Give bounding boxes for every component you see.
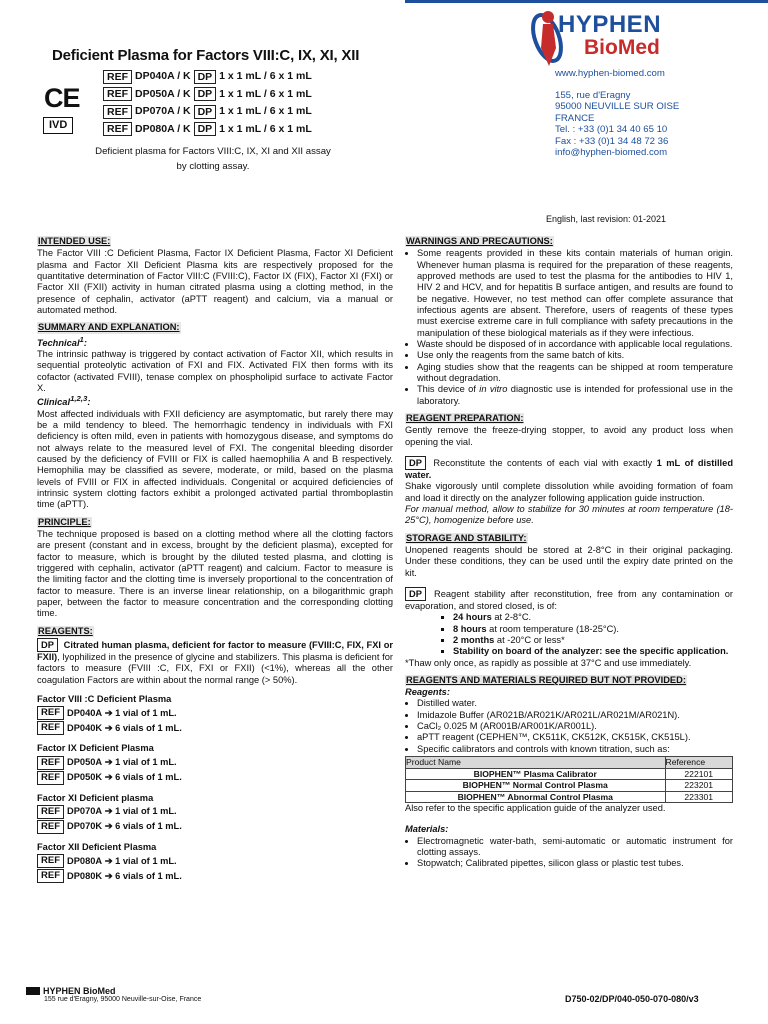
ref-box: REF xyxy=(103,122,132,136)
section-heading: SUMMARY AND EXPLANATION: xyxy=(38,322,180,333)
warnings-list xyxy=(405,248,733,407)
product-row: REF DP070K ➔ 6 vials of 1 mL. xyxy=(37,820,393,834)
table-row xyxy=(406,780,733,791)
materials-list xyxy=(405,836,733,870)
list-item: • Specific calibrators and controls with known titration, such as: xyxy=(417,744,733,755)
reagent-description: DP Citrated human plasma, deficient for factor to measure (FVIII:C, FIX, FXI or FXII), lyophilized in the presence of glycine and stabilizers. This plasma is deficient for factors to measure (FVIII :C, FIX, FXI or FXII) (<1%), whereas all the other coagulation Factors are within about the normal range (> 50%). xyxy=(37,640,394,685)
list-item: ▪ 24 hours at 2-8°C. xyxy=(453,612,733,623)
arrow-icon: ➔ xyxy=(104,806,113,817)
list-item: • Electromagnetic water-bath, semi-automatic or automatic instrument for clotting assays. xyxy=(417,836,733,859)
dp-box: DP xyxy=(194,122,217,136)
section-heading: REAGENT PREPARATION: xyxy=(406,412,524,423)
storage-section xyxy=(405,533,733,669)
list-item: • Stopwatch; Calibrated pipettes, silicon glass or plastic test tubes. xyxy=(417,858,733,869)
ref-code: DP040A / K xyxy=(135,70,191,83)
table-cell: BIOPHEN™ Abnormal Control Plasma xyxy=(406,791,666,802)
table-header-row xyxy=(406,757,733,768)
ref-code: DP050A / K xyxy=(135,87,191,100)
product-row: REF DP080A ➔ 1 vial of 1 mL. xyxy=(37,854,393,868)
product-description: Deficient plasma for Factors VIII:C, IX, XI and XII assay by clotting assay. xyxy=(95,146,331,172)
intended-use-text: The Factor VIII :C Deficient Plasma, Factor IX Deficient Plasma, Factor XI Deficient plasma and Factor XII Deficient Plasma kits are respectively proposed for the quantitative determination of Factor VIII:C (FVIII:C), Factor IX (FIX), Factor XI (FXI) or Factor XII (FXII) activity in human citrated plasma using a clotting method, in the presence of cephalin, activator (aPTT reagent) and calcium, via a manual or automated method. xyxy=(37,248,393,315)
storage-note: *Thaw only once, as rapidly as possible at 37°C and use immediately. xyxy=(405,657,692,668)
principle-text: The technique proposed is based on a clotting method where all the clotting factors are present (constant and in excess, brought by the deficient plasma), excepted for factor to measure, which is brought by the diluted tested plasma, and clotting is triggered with cephalin, activator (aPTT reagent) and calcium. Factor to measure is the limiting factor and the clotting time is inversely proportional to the concentration of factor to measure. There is an inverse linear relationship, on a bilogarithmic graph paper, between the factor to measure concentration and the corresponding clotting time. xyxy=(37,529,393,619)
ref-box: REF xyxy=(103,105,132,119)
right-column xyxy=(405,236,733,876)
footer-company: HYPHEN BioMed xyxy=(26,986,116,997)
ref-size: 1 x 1 mL / 6 x 1 mL xyxy=(219,105,312,118)
address-line: 155, rue d'Eragny xyxy=(555,89,631,101)
fax: Fax : +33 (0)1 34 48 72 36 xyxy=(555,135,669,147)
reagents-section xyxy=(37,626,393,884)
subheading-technical: Technical$^1$: xyxy=(37,334,87,348)
storage-text: Unopened reagents should be stored at 2-8°C in their original packaging. Under these conditions, they can be used until the expiry date printed on the kit. xyxy=(405,544,733,578)
prep-reconstitute: DP Reconstitute the contents of each vial with exactly 1 mL of distilled water. xyxy=(405,457,733,480)
document-title: Deficient Plasma for Factors VIII:C, IX, XI, XII xyxy=(52,47,360,64)
product-row: REF DP050K ➔ 6 vials of 1 mL. xyxy=(37,771,393,785)
arrow-icon: ➔ xyxy=(104,821,113,832)
ref-code: DP070A / K xyxy=(135,105,191,118)
website-link[interactable]: www.hyphen-biomed.com xyxy=(555,68,665,79)
table-cell: BIOPHEN™ Plasma Calibrator xyxy=(406,768,666,779)
stability-list xyxy=(405,612,733,657)
list-item: • Aging studies show that the reagents can be shipped at room temperature without degradation. xyxy=(417,362,733,385)
summary-section xyxy=(37,322,393,510)
reference-list xyxy=(103,68,312,138)
section-heading: REAGENTS AND MATERIALS REQUIRED BUT NOT PROVIDED: xyxy=(406,674,686,685)
clinical-text: Most affected individuals with FXII deficiency are asymptomatic, but rarely there may be a mild tendency to bleed. The hemorrhagic tendency in individuals with FXI deficiency is often mild, even in patients with homozygous disease, and symptoms do not always relate to the measured level of FXI. The congenital bleeding disorder caused by the deficiency of FVIII or FIX is called haemophilia A and B respectively. Hemophilia may be classified as severe, moderate, or mild, based on the plasma levels of FVIII or FIX in affected individuals. Congenital or acquired deficiencies of intrinsic system clotting factors exhibit a prolonged activated partial thromboplastin time (aPTT). xyxy=(37,408,393,510)
list-item: ▪ 8 hours at room temperature (18-25°C). xyxy=(453,624,733,635)
ref-code: DP080A / K xyxy=(135,122,191,135)
table-header: Reference xyxy=(665,757,732,768)
calibrators-table xyxy=(405,756,733,803)
ce-mark: CE xyxy=(44,83,80,113)
product-name: Factor IX Deficient Plasma xyxy=(37,743,154,754)
subheading-clinical: Clinical$^{1,2,3}$: xyxy=(37,394,91,408)
ref-size: 1 x 1 mL / 6 x 1 mL xyxy=(219,87,312,100)
email-link[interactable]: info@hyphen-biomed.com xyxy=(555,147,668,158)
list-item: • Imidazole Buffer (AR021B/AR021K/AR021L/AR021M/AR021N). xyxy=(417,710,733,721)
list-item: • Waste should be disposed of in accordance with applicable local regulations. xyxy=(417,339,733,350)
section-heading: REAGENTS: xyxy=(38,625,93,636)
table-cell: 223201 xyxy=(665,780,732,791)
materials-also: Also refer to the specific application guide of the analyzer used. xyxy=(405,803,666,814)
list-item: • Some reagents provided in these kits contain materials of human origin. Whenever human plasma is required for the preparation of these reagents, approved methods are used to test the plasma for the antibodies to HIV 1, HIV 2 and HCV, and for hepatitis B surface antigen, and results are found to be negative. However, no test method can offer complete assurance that infectious agents are absent. Therefore, users of reagents of these types must exercise extreme care in full compliance with safety precautions in the manipulation of these biological materials as if they were infectious. xyxy=(417,248,733,339)
ref-box: REF xyxy=(103,70,132,84)
product-row: REF DP040K ➔ 6 vials of 1 mL. xyxy=(37,721,393,735)
table-cell: 222101 xyxy=(665,768,732,779)
ref-box: REF xyxy=(103,87,132,101)
arrow-icon: ➔ xyxy=(104,771,113,782)
table-header: Product Name xyxy=(406,757,666,768)
section-heading: WARNINGS AND PRECAUTIONS: xyxy=(406,236,553,246)
address-line: FRANCE xyxy=(555,112,595,124)
prep-text: Gently remove the freeze-drying stopper, to avoid any product loss when opening the vial. xyxy=(405,425,733,447)
product-row: REF DP070A ➔ 1 vial of 1 mL. xyxy=(37,805,393,819)
brand-name-primary: HYPHEN xyxy=(558,11,662,38)
warnings-section xyxy=(405,236,733,407)
product-name: Factor XII Deficient Plasma xyxy=(37,841,157,852)
reference-row xyxy=(103,103,312,121)
product-name: Factor XI Deficient plasma xyxy=(37,792,154,803)
subheading-materials: Materials: xyxy=(405,824,449,835)
ref-size: 1 x 1 mL / 6 x 1 mL xyxy=(219,122,312,135)
revision-note: English, last revision: 01-2021 xyxy=(546,214,667,224)
materials-section xyxy=(405,675,733,870)
footer-address: 155 rue d'Eragny, 95000 Neuville-sur-Oise, France xyxy=(44,996,202,1003)
prep-text: Shake vigorously until complete dissolution while avoiding formation of foam and load it directly on the analyzer following application guide instruction. xyxy=(405,481,733,503)
storage-stability: DP Reagent stability after reconstitution, free from any contamination or evaporation, and stored closed, is of: xyxy=(405,588,733,611)
document-code: D750-02/DP/040-050-070-080/v3 xyxy=(565,994,699,1004)
address-line: 95000 NEUVILLE SUR OISE xyxy=(555,101,680,112)
contact-block xyxy=(555,68,679,159)
dp-box: DP xyxy=(194,70,217,84)
intended-use-section xyxy=(37,236,393,316)
arrow-icon: ➔ xyxy=(104,756,113,767)
arrow-icon: ➔ xyxy=(104,707,113,718)
product-name: Factor VIII :C Deficient Plasma xyxy=(37,694,172,704)
table-row xyxy=(406,791,733,802)
preparation-section xyxy=(405,413,733,527)
arrow-icon: ➔ xyxy=(104,870,113,881)
list-item: ▪ Stability on board of the analyzer: see the specific application. xyxy=(453,646,733,657)
dp-box: DP xyxy=(194,105,217,119)
list-item: ▪ 2 months at -20°C or less* xyxy=(453,635,733,646)
factory-icon xyxy=(26,987,40,995)
subheading-reagents: Reagents: xyxy=(405,687,450,698)
list-item: • Use only the reagents from the same batch of kits. xyxy=(417,350,733,361)
principle-section xyxy=(37,517,393,620)
section-heading: PRINCIPLE: xyxy=(38,516,91,527)
phone: Tel. : +33 (0)1 34 40 65 10 xyxy=(555,124,668,135)
top-accent-line xyxy=(405,0,768,3)
table-cell: BIOPHEN™ Normal Control Plasma xyxy=(406,780,666,791)
prep-manual-note: For manual method, allow to stabilize for 30 minutes at room temperature (18-25°C), homogenize before use. xyxy=(405,503,733,526)
dp-box: DP xyxy=(194,87,217,101)
ivd-mark: IVD xyxy=(43,117,73,134)
technical-text: The intrinsic pathway is triggered by contact activation of Factor XII, which results in sequential proteolytic activation of FXI and FIX. Activated FIX then forms with its cofactor (activated FVIII), tenase complex on phospholipid surface to activate Factor X. xyxy=(37,349,393,394)
list-item: • CaCl₂ 0.025 M (AR001B/AR001K/AR001L). xyxy=(417,721,733,732)
arrow-icon: ➔ xyxy=(104,722,113,733)
reference-row xyxy=(103,121,312,139)
ref-size: 1 x 1 mL / 6 x 1 mL xyxy=(219,70,312,83)
table-cell: 223301 xyxy=(665,791,732,802)
brand-name-secondary: BioMed xyxy=(584,36,660,59)
dp-box: DP xyxy=(37,638,58,652)
arrow-icon: ➔ xyxy=(104,855,113,866)
section-heading: INTENDED USE: xyxy=(38,236,111,246)
list-item: • This device of in vitro diagnostic use is intended for professional use in the laboratory. xyxy=(417,384,733,407)
section-heading: STORAGE AND STABILITY: xyxy=(406,532,527,543)
list-item: • aPTT reagent (CEPHEN™, CK511K, CK512K, CK515K, CK515L). xyxy=(417,732,733,743)
table-row xyxy=(406,768,733,779)
product-row: REF DP050A ➔ 1 vial of 1 mL. xyxy=(37,756,393,770)
list-item: • Distilled water. xyxy=(417,698,733,709)
materials-reagents-list xyxy=(405,698,733,755)
reference-row xyxy=(103,86,312,104)
left-column xyxy=(37,236,393,889)
product-row: REF DP080K ➔ 6 vials of 1 mL. xyxy=(37,869,393,883)
reference-row xyxy=(103,68,312,86)
product-row: REF DP040A ➔ 1 vial of 1 mL. xyxy=(37,706,393,720)
